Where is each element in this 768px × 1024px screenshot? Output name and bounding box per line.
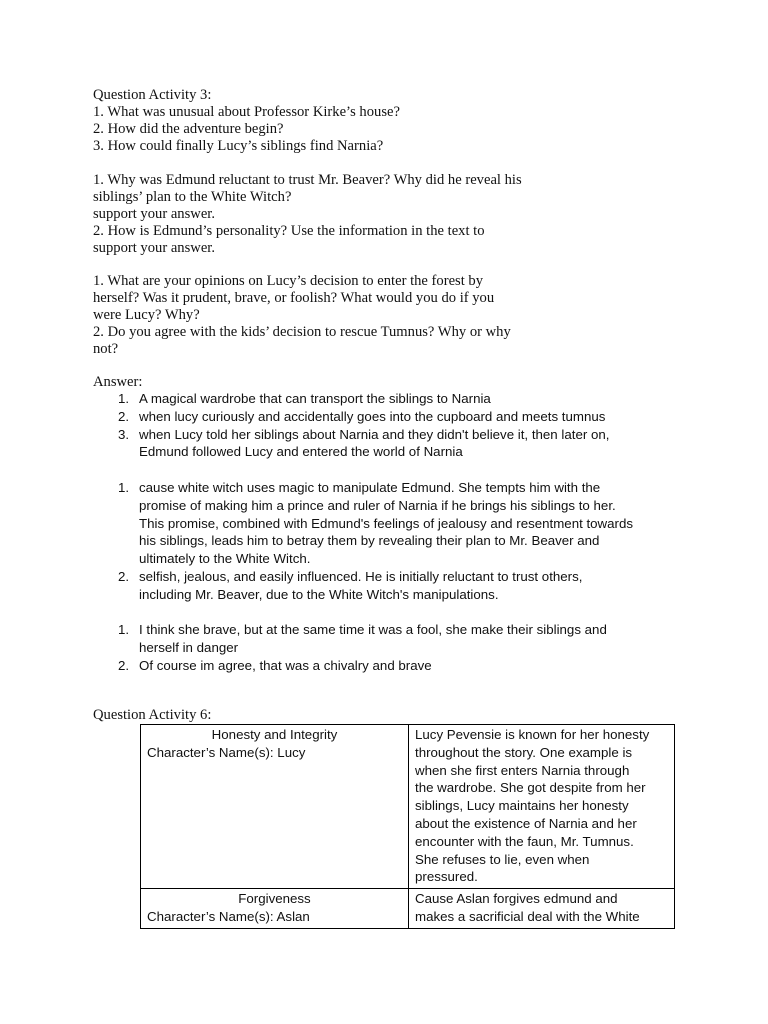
trait-label: Honesty and Integrity: [211, 727, 338, 742]
description-line: makes a sacrificial deal with the White: [415, 908, 640, 924]
character-traits-table: [140, 724, 675, 929]
questions-section: [93, 87, 563, 155]
answer-heading: Answer:: [93, 374, 143, 390]
answer-line: I think she brave, but at the same time it was a fool, she make their siblings and: [139, 622, 607, 637]
answer-line: promise of making him a prince and ruler of Narnia if he brings his siblings to her.: [139, 497, 616, 513]
description-line: Cause Aslan forgives edmund and: [415, 891, 618, 907]
answer-line: including Mr. Beaver, due to the White Witch's manipulations.: [139, 586, 499, 602]
answer-line: when Lucy told her siblings about Narnia and they didn't believe it, then later on,: [139, 426, 610, 442]
trait-cell: [141, 725, 409, 889]
question-line: 1. What are your opinions on Lucy’s decision to enter the forest by: [93, 273, 484, 289]
list-item: [93, 657, 683, 675]
list-item: [93, 479, 683, 568]
question-line: not?: [93, 341, 119, 357]
questions-group-3: [93, 273, 563, 358]
answers-group-1: [93, 390, 683, 461]
trait-cell: [141, 889, 409, 929]
list-item: [93, 568, 683, 604]
answers-group-2: [93, 479, 683, 604]
question-line: siblings’ plan to the White Witch?: [93, 189, 292, 205]
table-row: [141, 889, 675, 929]
question-line: 2. How did the adventure begin?: [93, 121, 284, 137]
description-line: encounter with the faun, Mr. Tumnus.: [415, 833, 634, 849]
character-name: Character’s Name(s): Lucy: [147, 744, 306, 760]
questions-group-2: [93, 172, 563, 257]
question-line: support your answer.: [93, 206, 216, 222]
question-line: 1. Why was Edmund reluctant to trust Mr. Beaver? Why did he reveal his: [93, 172, 522, 188]
description-line: siblings, Lucy maintains her honesty: [415, 798, 629, 814]
answer-line: herself in danger: [139, 639, 239, 655]
list-item: [93, 426, 683, 462]
question-line: were Lucy? Why?: [93, 307, 200, 323]
description-line: She refuses to lie, even when: [415, 851, 590, 867]
answer-line: This promise, combined with Edmund's feelings of jealousy and resentment towards: [139, 515, 634, 531]
answer-line: Of course im agree, that was a chivalry and brave: [139, 657, 432, 673]
list-item: [93, 621, 683, 657]
question-line: 2. Do you agree with the kids’ decision to rescue Tumnus? Why or why: [93, 324, 511, 340]
answer-line: ultimately to the White Witch.: [139, 551, 311, 567]
description-cell: [409, 725, 675, 889]
list-number: 1.: [118, 480, 130, 495]
trait-label: Forgiveness: [238, 891, 311, 907]
answer-line: his siblings, leads him to betray them by revealing their plan to Mr. Beaver and: [139, 533, 600, 549]
list-number: 1.: [118, 622, 130, 637]
question-line: 3. How could finally Lucy’s siblings find Narnia?: [93, 138, 384, 154]
description-line: Lucy Pevensie is known for her honesty: [415, 727, 650, 742]
description-line: the wardrobe. She got despite from her: [415, 780, 646, 796]
description-line: about the existence of Narnia and her: [415, 815, 637, 831]
list-number: 2.: [118, 568, 130, 584]
answer-line: A magical wardrobe that can transport the siblings to Narnia: [139, 391, 491, 406]
question-activity-3-heading: Question Activity 3:: [93, 87, 212, 103]
answer-line: when lucy curiously and accidentally goes into the cupboard and meets tumnus: [139, 408, 606, 424]
list-item: [93, 408, 683, 426]
answer-line: selfish, jealous, and easily influenced. He is initially reluctant to trust others,: [139, 568, 583, 584]
question-line: support your answer.: [93, 240, 216, 256]
answer-line: Edmund followed Lucy and entered the world of Narnia: [139, 444, 463, 460]
list-number: 3.: [118, 426, 130, 442]
list-item: [93, 390, 683, 408]
description-line: pressured.: [415, 869, 478, 885]
list-number: 1.: [118, 391, 130, 406]
character-name: Character’s Name(s): Aslan: [147, 908, 310, 924]
answer-line: cause white witch uses magic to manipulate Edmund. She tempts him with the: [139, 480, 601, 495]
question-line: herself? Was it prudent, brave, or foolish? What would you do if you: [93, 290, 495, 306]
description-cell: [409, 889, 675, 929]
table-row: [141, 725, 675, 889]
answers-group-3: [93, 621, 683, 674]
question-activity-6-heading: Question Activity 6:: [93, 707, 212, 723]
list-number: 2.: [118, 657, 130, 673]
description-line: throughout the story. One example is: [415, 744, 633, 760]
question-line: 2. How is Edmund’s personality? Use the information in the text to: [93, 223, 485, 239]
list-number: 2.: [118, 408, 130, 424]
description-line: when she first enters Narnia through: [415, 762, 630, 778]
question-line: 1. What was unusual about Professor Kirke’s house?: [93, 104, 400, 120]
